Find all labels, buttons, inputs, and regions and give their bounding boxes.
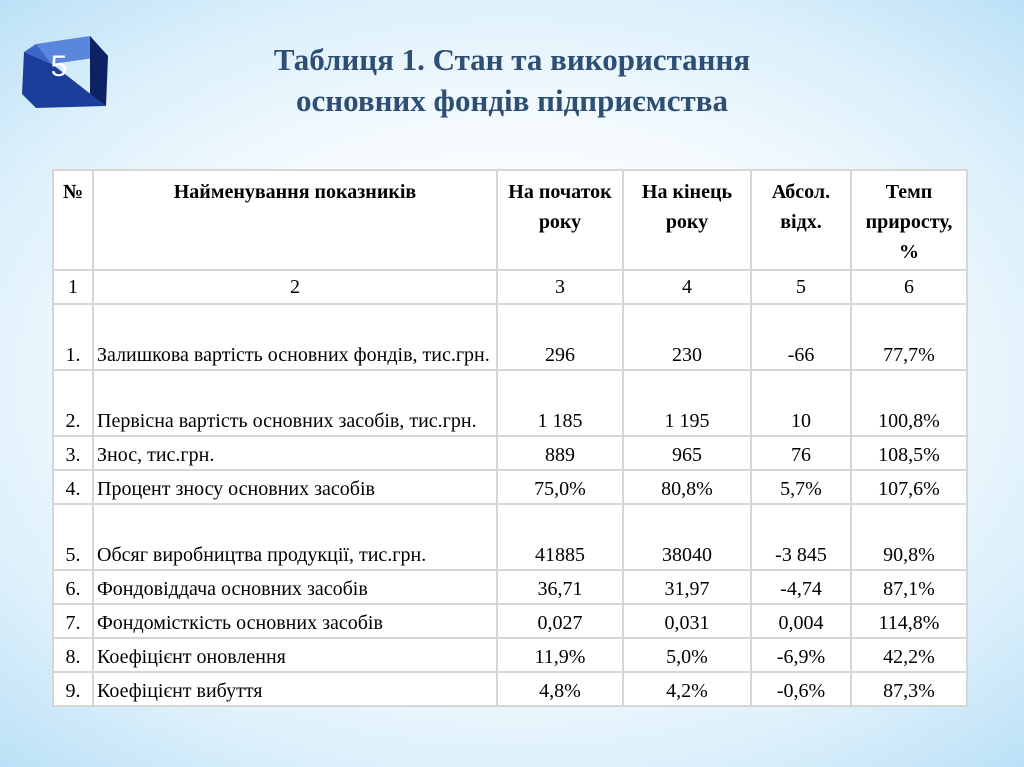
start-value: 4,8% [497, 672, 623, 706]
header-growth-rate: Темп приросту, % [851, 170, 967, 270]
end-value: 0,031 [623, 604, 751, 638]
indicator-name: Фондовіддача основних засобів [93, 570, 497, 604]
fixed-assets-table [52, 169, 968, 707]
indicator-name: Залишкова вартість основних фондів, тис.грн. [93, 304, 497, 370]
end-value: 1 195 [623, 370, 751, 436]
end-value: 80,8% [623, 470, 751, 504]
slide-number-badge [22, 34, 108, 112]
abs-deviation: 76 [751, 436, 851, 470]
abs-deviation: -6,9% [751, 638, 851, 672]
index-cell: 2 [93, 270, 497, 304]
indicator-name: Фондомісткість основних засобів [93, 604, 497, 638]
indicator-name: Знос, тис.грн. [93, 436, 497, 470]
abs-deviation: 5,7% [751, 470, 851, 504]
table-row [53, 470, 967, 504]
table-row [53, 304, 967, 370]
indicator-name: Процент зносу основних засобів [93, 470, 497, 504]
abs-deviation: 10 [751, 370, 851, 436]
title-line-1: Таблиця 1. Стан та використання [273, 42, 751, 77]
index-row [53, 270, 967, 304]
start-value: 296 [497, 304, 623, 370]
abs-deviation: -0,6% [751, 672, 851, 706]
abs-deviation: -3 845 [751, 504, 851, 570]
row-number: 2. [53, 370, 93, 436]
header-start-of-year: На початок року [497, 170, 623, 270]
slide-number: 5 [50, 50, 68, 83]
header-number: № [53, 170, 93, 270]
growth-rate: 42,2% [851, 638, 967, 672]
start-value: 36,71 [497, 570, 623, 604]
table-row [53, 436, 967, 470]
header-row [53, 170, 967, 270]
abs-deviation: -4,74 [751, 570, 851, 604]
start-value: 11,9% [497, 638, 623, 672]
page-title [150, 40, 874, 122]
indicator-name: Коефіцієнт оновлення [93, 638, 497, 672]
growth-rate: 114,8% [851, 604, 967, 638]
row-number: 3. [53, 436, 93, 470]
index-cell: 3 [497, 270, 623, 304]
indicator-name: Коефіцієнт вибуття [93, 672, 497, 706]
start-value: 75,0% [497, 470, 623, 504]
end-value: 965 [623, 436, 751, 470]
index-cell: 4 [623, 270, 751, 304]
row-number: 5. [53, 504, 93, 570]
row-number: 8. [53, 638, 93, 672]
abs-deviation: -66 [751, 304, 851, 370]
growth-rate: 87,3% [851, 672, 967, 706]
table-row [53, 604, 967, 638]
start-value: 41885 [497, 504, 623, 570]
growth-rate: 100,8% [851, 370, 967, 436]
indicator-name: Первісна вартість основних засобів, тис.грн. [93, 370, 497, 436]
header-end-of-year: На кінець року [623, 170, 751, 270]
end-value: 230 [623, 304, 751, 370]
row-number: 1. [53, 304, 93, 370]
table-row [53, 672, 967, 706]
start-value: 1 185 [497, 370, 623, 436]
growth-rate: 87,1% [851, 570, 967, 604]
row-number: 4. [53, 470, 93, 504]
table-row [53, 638, 967, 672]
start-value: 889 [497, 436, 623, 470]
end-value: 38040 [623, 504, 751, 570]
end-value: 5,0% [623, 638, 751, 672]
table-row [53, 370, 967, 436]
row-number: 7. [53, 604, 93, 638]
row-number: 6. [53, 570, 93, 604]
row-number: 9. [53, 672, 93, 706]
table-row [53, 570, 967, 604]
indicator-name: Обсяг виробництва продукції, тис.грн. [93, 504, 497, 570]
header-indicator-name: Найменування показників [93, 170, 497, 270]
abs-deviation: 0,004 [751, 604, 851, 638]
title-line-2: основних фондів підприємства [295, 82, 729, 118]
growth-rate: 77,7% [851, 304, 967, 370]
index-cell: 5 [751, 270, 851, 304]
growth-rate: 90,8% [851, 504, 967, 570]
start-value: 0,027 [497, 604, 623, 638]
end-value: 4,2% [623, 672, 751, 706]
index-cell: 1 [53, 270, 93, 304]
table-row [53, 504, 967, 570]
growth-rate: 108,5% [851, 436, 967, 470]
index-cell: 6 [851, 270, 967, 304]
growth-rate: 107,6% [851, 470, 967, 504]
end-value: 31,97 [623, 570, 751, 604]
header-abs-deviation: Абсол. відх. [751, 170, 851, 270]
